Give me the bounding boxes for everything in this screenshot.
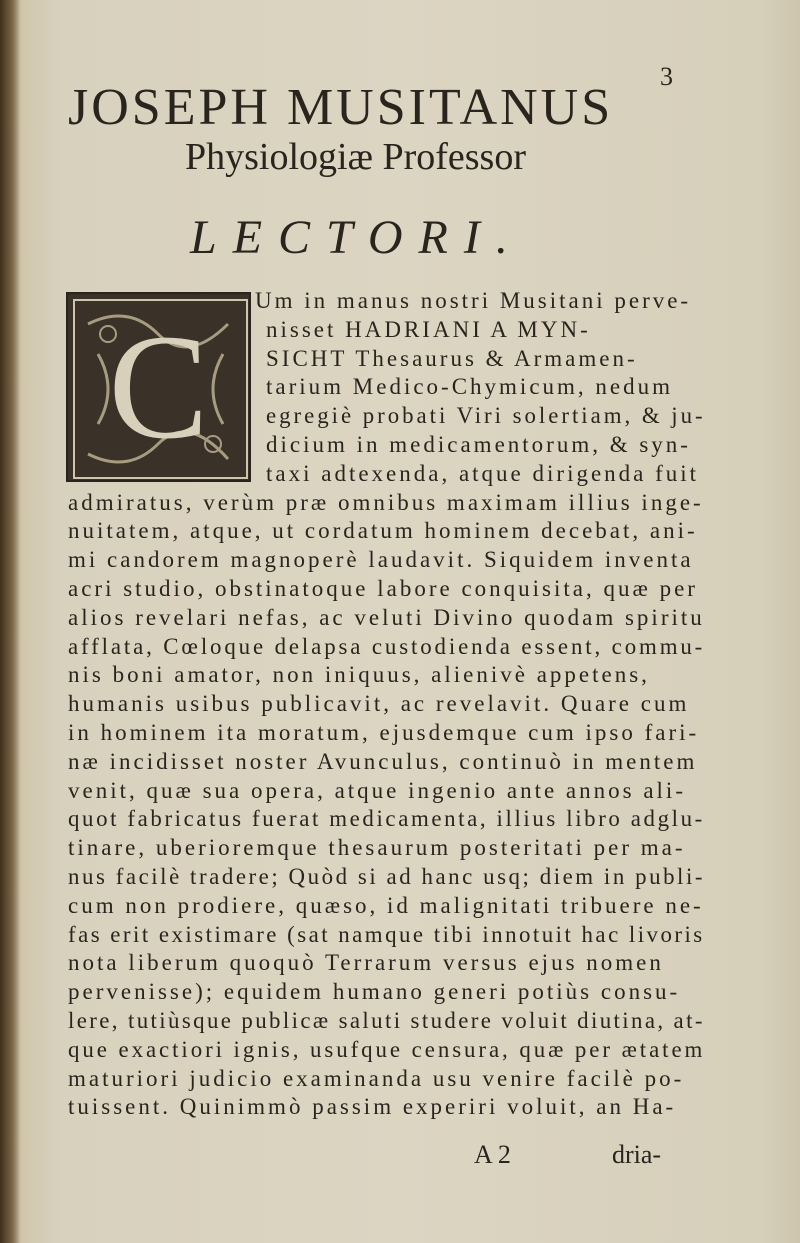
page-number: 3	[660, 62, 673, 91]
decorated-initial	[66, 292, 251, 482]
author-role: Physiologiæ Professor	[185, 136, 526, 178]
text-line: admiratus, verùm præ omnibus maximam illius inge-	[68, 489, 704, 515]
text-line: tinare, uberioremque thesaurum posteritati per ma-	[68, 835, 686, 861]
text-line: lere, tutiùsque publicæ saluti studere voluit diutina, at-	[68, 1008, 705, 1033]
text-line: egregiè probati Viri solertiam, & ju-	[266, 403, 706, 429]
text-line: taxi adtexenda, atque dirigenda fuit	[266, 460, 700, 486]
text-line: afflata, Cœloque delapsa custodienda essent, commu-	[68, 633, 706, 659]
text-line: acri studio, obstinatoque labore conquisita, quæ per	[68, 576, 698, 601]
signature-mark: A 2	[474, 1140, 511, 1169]
text-line: dicium in medicamentorum, & syn-	[266, 432, 691, 457]
text-line: alios revelari nefas, ac veluti Divino quodam spiritu	[68, 604, 705, 630]
text-line: fas erit existimare (sat namque tibi innotuit hac livoris	[68, 921, 705, 947]
text-line: humanis usibus publicavit, ac revelavit. Quare cum	[68, 691, 690, 717]
text-line: nisset HADRIANI A MYN-	[266, 316, 591, 342]
text-line: nus facilè tradere; Quòd si ad hanc usq; diem in publi-	[68, 864, 706, 889]
text-line: SICHT Thesaurus & Armamen-	[266, 345, 638, 371]
address-heading: LECTORI.	[190, 211, 524, 264]
text-line: mi candorem magnoperè laudavit. Siquidem inventa	[68, 547, 694, 573]
initial-letter: C	[108, 304, 209, 470]
text-line: cum non prodiere, quæso, id malignitati tribuere ne-	[68, 892, 704, 918]
text-line: que exactiori ignis, usufque censura, quæ per ætatem	[68, 1036, 706, 1062]
text-line: nis boni amator, non iniquus, alienivè appetens,	[68, 662, 650, 688]
text-line: quot fabricatus fuerat medicamenta, illius libro adglu-	[68, 806, 705, 832]
text-line: næ incidisset noster Avunculus, continuò in mentem	[68, 748, 698, 774]
text-line: nota liberum quoquò Terrarum versus ejus nomen	[68, 950, 664, 976]
text-line: pervenisse); equidem humano generi potiùs consu-	[68, 979, 681, 1005]
text-line: tuissent. Quinimmò passim experiri voluit, an Ha-	[68, 1094, 677, 1120]
text-line: venit, quæ sua opera, atque ingenio ante annos ali-	[68, 777, 686, 803]
catchword: dria-	[612, 1140, 662, 1169]
text-line: maturiori judicio examinanda usu venire facilè po-	[68, 1065, 685, 1091]
text-line: tarium Medico-Chymicum, nedum	[266, 374, 674, 400]
text-line: in hominem ita moratum, ejusdemque cum ipso fari-	[68, 720, 700, 745]
text-line: Um in manus nostri Musitani perve-	[255, 288, 692, 313]
book-spine	[0, 0, 20, 1243]
text-line: nuitatem, atque, ut cordatum hominem decebat, ani-	[68, 518, 698, 544]
author-heading: JOSEPH MUSITANUS	[68, 79, 614, 136]
